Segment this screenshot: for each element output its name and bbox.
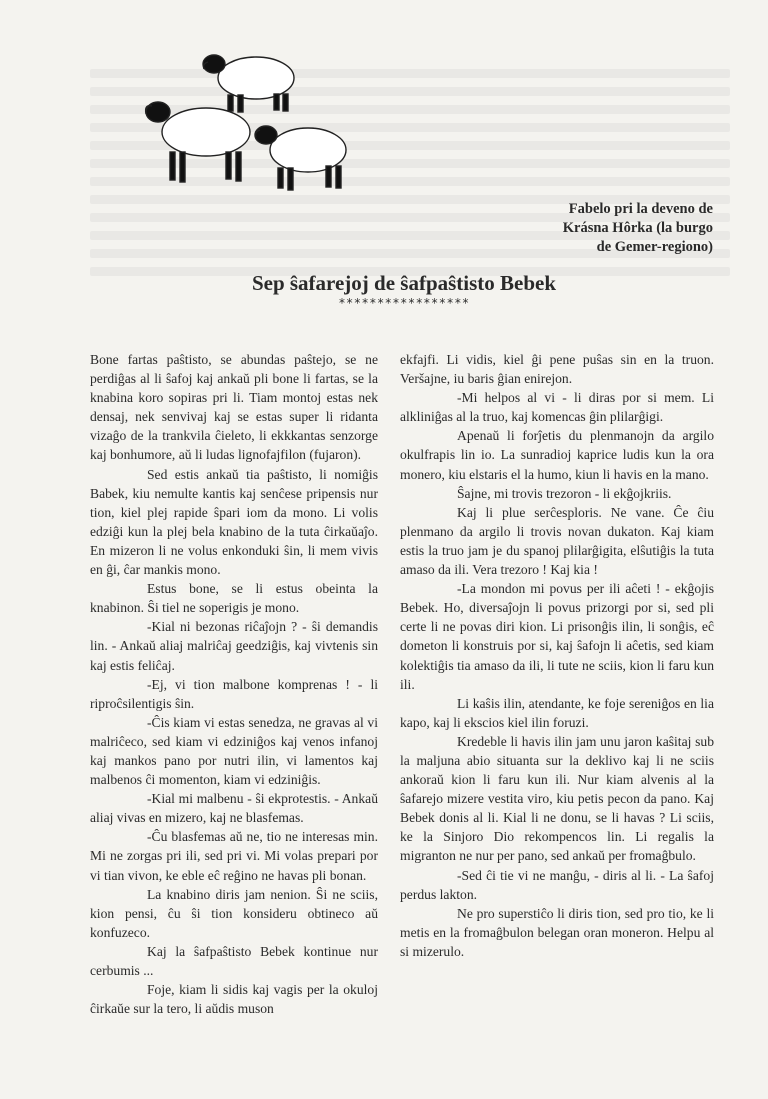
paragraph: Kredeble li havis ilin jam unu jaron kaŝitaj sub la maljuna abio situanta sur la deklivo kaj li ne sciis ankoraŭ kion li faru kun ili. Nur kiam alvenis al la ŝafarejo mizere vestita viro, kiu petis pecon da pano. Kaj Bebek donis al li. Kial li ne donu, se li havas ? Li sciis, ke la Sinjoro Dio rekompencos lin. Li regalis la migranton ne nur per pano, sed ankaŭ per fromaĝbulo. — [400, 733, 714, 864]
sheep-icon — [146, 102, 250, 182]
title-decoration-stars: ***************** — [338, 296, 470, 310]
paragraph: Kaj la ŝafpaŝtisto Bebek kontinue nur cerbumis ... — [90, 943, 378, 978]
paragraph: -Ĉis kiam vi estas senedza, ne gravas al vi malriĉeco, sed kiam vi edziniĝos kaj venos infanoj kaj mankos pano por nutri ilin, vi lamentos kaj malbenos ĉi momenton, kiam vi edziniĝis. — [90, 714, 378, 788]
subtitle-line: de Gemer-regiono) — [596, 239, 713, 255]
paragraph: -Kial ni bezonas riĉaĵojn ? - ŝi demandis lin. - Ankaŭ aliaj malriĉaj geedziĝis, kaj vivtenis sin kaj estis feliĉaj. — [90, 619, 378, 673]
story-title: Sep ŝafarejoj de ŝafpaŝtisto Bebek — [251, 271, 557, 295]
story-subtitle — [493, 200, 713, 257]
paragraph: -Mi helpos al vi - li diras por si mem. Li alkliniĝas al la truo, kaj komencas ĝin plilarĝigi. — [400, 390, 714, 425]
paragraph: Bone fartas paŝtisto, se abundas paŝtejo, se ne perdiĝas al li ŝafoj kaj ankaŭ pli bone li fartas, se la knabina koro sopiras pri li. Tiam montoj estas nek densaj, nek senvivaj kaj se estas super li ridanta vizaĝo de la trankvila ĉieleto, li ekkkantas senzorge kaj bonhumore, aŭ li ludas lignofajfilon (fujaron). — [90, 352, 378, 463]
paragraph: Ŝajne, mi trovis trezoron - li ekĝojkriis. — [457, 485, 672, 501]
paragraph: Ne pro superstiĉo li diris tion, sed pro tio, ke li metis en la fromaĝbulon belegan oran moneron. Helpu al si mizerulo. — [400, 905, 714, 959]
paragraph: ekfajfi. Li vidis, kiel ĝi pene puŝas sin en la truon. Veršajne, iu baris ĝian enirejon. — [400, 352, 714, 387]
subtitle-line: Fabelo pri la deveno de — [568, 201, 713, 217]
sheep-icon — [255, 126, 346, 190]
subtitle-line: Krásna Hôrka (la burgo — [562, 220, 713, 236]
paragraph: La knabino diris jam nenion. Ŝi ne sciis, kion pensi, ĉu ŝi tion konsideru obtineco aŭ konfuzeco. — [90, 886, 378, 940]
paragraph: Foje, kiam li sidis kaj vagis per la okuloj ĉirkaŭe sur la tero, li aŭdis muson — [90, 982, 378, 1017]
paragraph: Li kaŝis ilin, atendante, ke foje sereniĝos en lia kapo, kaj li ekscios kiel ilin foruzi. — [400, 695, 714, 730]
paragraph: Kaj li plue serĉesploris. Ne vane. Ĉe ĉiu plenmano da argilo li trovis novan dukaton. Kaj kiam estis la truo jam je du spanoj plilarĝigita, elŝutiĝis la tuta amaso da ili. Vera trezoro ! Kaj kia ! — [400, 504, 714, 578]
paragraph: -La mondon mi povus per ili aĉeti ! - ekĝojis Bebek. Ho, diversaĵojn li povus prizorgi por si, sed pli certe li ne povas diri kion. Li prisonĝis ilin, li sonĝis, eĉ dometon li konstruis por si, kaj ŝafojn li aĉetis, sed kiam kolektiĝis tia amaso da ili, li tute ne sciis, kion li faru kun ili. — [400, 581, 714, 692]
paragraph: -Kial mi malbenu - ŝi ekprotestis. - Ankaŭ aliaj vivas en mizero, kaj ne blasfemas. — [90, 791, 378, 826]
paragraph: Sed estis ankaŭ tia paŝtisto, li nomiĝis Babek, kiu nemulte kantis kaj senĉese pripensis nur tion, kiel plej rapide ŝpari iom da mono. Li volis edziĝi kun la plej bela knabino de la tuta ĉirkaŭaĵo. En mizeron li ne volus enkonduki ŝin, li mem vivis en ĝi, ĉar mankis mono. — [90, 466, 378, 578]
paragraph: Apenaŭ li forĵetis du plenmanojn da argilo okulfrapis lin io. La sunradioj kaprice ludis kun la ora monero, kiu elstaris el la humo, kiun li havis en la mano. — [400, 428, 714, 482]
paragraph: -Sed ĉi tie vi ne manĝu, - diris al li. - La ŝafoj perdus lakton. — [400, 867, 714, 902]
paragraph: Estus bone, se li estus obeinta la knabinon. Ŝi tiel ne soperigis je mono. — [90, 581, 378, 616]
sheep-icon — [203, 55, 294, 112]
left-text-column — [90, 350, 378, 1018]
paragraph: -Ej, vi tion malbone komprenas ! - li riproĉsilentigis ŝin. — [90, 676, 378, 711]
paragraph: -Ĉu blasfemas aŭ ne, tio ne interesas min. Mi ne zorgas pri ili, sed pri vi. Mi volas prepari por vi tian vivon, ke eble eĉ reĝino ne havas pli bonan. — [90, 829, 378, 883]
right-text-column — [400, 350, 714, 961]
sheep-illustration — [128, 40, 368, 200]
